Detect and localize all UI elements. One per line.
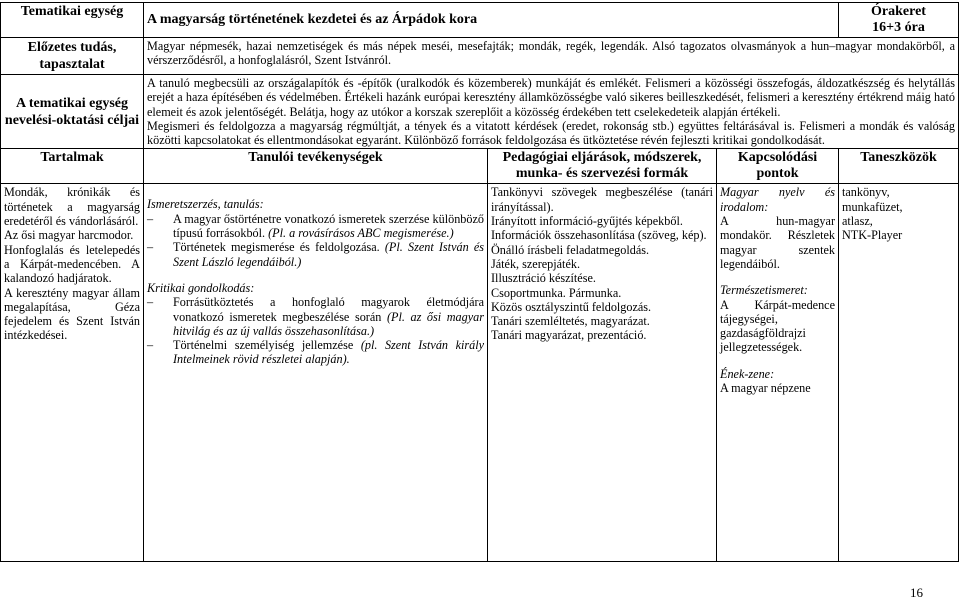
activity-item: – Forrásütköztetés a honfoglaló magyarok életmódjára vonatkozó ismeretek megbeszélése során (Pl. az ősi magyar hitvilág és az új vallás összehasonlítása.) (147, 295, 484, 338)
goals-text (144, 75, 959, 149)
col-tools: Taneszközök (839, 149, 959, 184)
content-item: Mondák, krónikák és történetek a magyarság eredetéről és vándorlásáról. (4, 185, 140, 229)
hours-value: 16+3 óra (872, 20, 925, 35)
method-item: Közös osztályszintű feldolgozás. (491, 299, 652, 314)
method-item: Tanári szemléltetés, magyarázat. (491, 314, 650, 329)
method-item: Illusztráció készítése. (491, 271, 596, 286)
prior-knowledge-row (1, 38, 959, 75)
tool-item: tankönyv, (842, 185, 890, 200)
prior-knowledge-label: Előzetes tudás, tapasztalat (1, 38, 144, 75)
hours-cell (839, 3, 959, 38)
method-item: Csoportmunka. Pármunka. (491, 285, 622, 300)
unit-label: Tematikai egység (1, 3, 144, 38)
method-item: Információk összehasonlítása (szöveg, kép). (491, 228, 707, 243)
goals-paragraph: A tanuló megbecsüli az országalapítók és -építők (uralkodók és közemberek) munkáját és emlékét. Felismeri a közösségi összefogás, áldozatkészség és helytállás erejét a haza építésében és védelmében. Értékeli hazánk európai keresztény államközösségbe való sikeres beilleszkedését, felismeri a keresztény értékrend máig ható elemeit és azok jelentőségét. Belátja, hogy az utókor a korszak szereplőit a közösség érdekében tett cselekedeteik alapján értékeli. (147, 76, 955, 119)
tool-item: munkafüzet, (842, 199, 903, 214)
activity-item: – Történelmi személyiség jellemzése (pl. Szent István király Intelmeinek rövid részletei alapján). (147, 338, 484, 367)
connection-text: A magyar népzene (720, 381, 811, 396)
prior-knowledge-text: Magyar népmesék, hazai nemzetiségek és más népek meséi, mesefajták; mondák, regék, legendák. Alsó tagozatos olvasmányok a hun–magyar mondakörből, a vérszerződésről, a honfoglalásról, Szent Istvánról. (144, 38, 959, 75)
method-item: Játék, szerepjáték. (491, 256, 580, 271)
activity-list (147, 212, 484, 269)
method-item: Irányított információ-gyűjtés képekből. (491, 214, 683, 229)
connection-subject: Magyar nyelv és irodalom: (720, 185, 835, 214)
content-item: A keresztény magyar állam megalapítása, Géza fejedelem és Szent István intézkedései. (4, 285, 140, 343)
connection-subject: Ének-zene: (720, 366, 775, 381)
connection-text: A Kárpát-medence tájegységei, gazdaságföldrajzi jellegzetességek. (720, 297, 835, 355)
header-row (1, 3, 959, 38)
col-methods: Pedagógiai eljárások, módszerek, munka- és szervezési formák (488, 149, 717, 184)
connection-subject: Természetismeret: (720, 283, 808, 298)
unit-title: A magyarság történetének kezdetei és az Árpádok kora (144, 3, 839, 38)
activity-item: – A magyar őstörténetre vonatkozó ismeretek szerzése különböző típusú forrásokból. (Pl. a rovásírásos ABC megismerése.) (147, 212, 484, 241)
goals-row (1, 75, 959, 149)
page-number: 16 (910, 585, 923, 600)
activity-list (147, 295, 484, 366)
curriculum-table (0, 2, 959, 562)
method-item: Tanári magyarázat, prezentáció. (491, 328, 647, 343)
col-content: Tartalmak (1, 149, 144, 184)
col-connections: Kapcsolódási pontok (717, 149, 839, 184)
method-item: Tankönyvi szövegek megbeszélése (tanári irányítással). (491, 185, 713, 214)
content-cell (1, 184, 144, 562)
goals-paragraph: Megismeri és feldolgozza a magyarság régmúltját, a tények és a vitatott kérdések (eredet, rokonság stb.) együttes feltárásával is. Felismeri a mondák és valóság közötti kapcsolatokat és ellentmondásokat egyaránt. Különböző források feldolgozása és ütköztetése révén fejleszti kritikai gondolkodását. (147, 118, 955, 148)
column-header-row (1, 149, 959, 184)
connections-cell (717, 184, 839, 562)
activity-group-title: Kritikai gondolkodás: (147, 280, 255, 295)
content-item: Honfoglalás és letelepedés a Kárpát-medencében. A kalandozó hadjáratok. (4, 242, 140, 286)
activity-group-title: Ismeretszerzés, tanulás: (147, 197, 264, 212)
tool-item: NTK-Player (842, 228, 903, 243)
connection-text: A hun-magyar mondakör. Részletek magyar szentek legendáiból. (720, 214, 835, 271)
hours-label: Órakeret (871, 4, 926, 19)
tool-item: atlasz, (842, 214, 873, 229)
methods-cell (488, 184, 717, 562)
col-activities: Tanulói tevékenységek (144, 149, 488, 184)
content-item: Az ősi magyar harcmodor. (4, 228, 134, 243)
activity-item: – Történetek megismerése és feldolgozása. (Pl. Szent István és Szent László legendáiból.) (147, 240, 484, 269)
activities-cell (144, 184, 488, 562)
tools-cell (839, 184, 959, 562)
body-row (1, 184, 959, 562)
method-item: Önálló írásbeli feladatmegoldás. (491, 242, 650, 257)
goals-label: A tematikai egység nevelési-oktatási céljai (1, 75, 144, 149)
